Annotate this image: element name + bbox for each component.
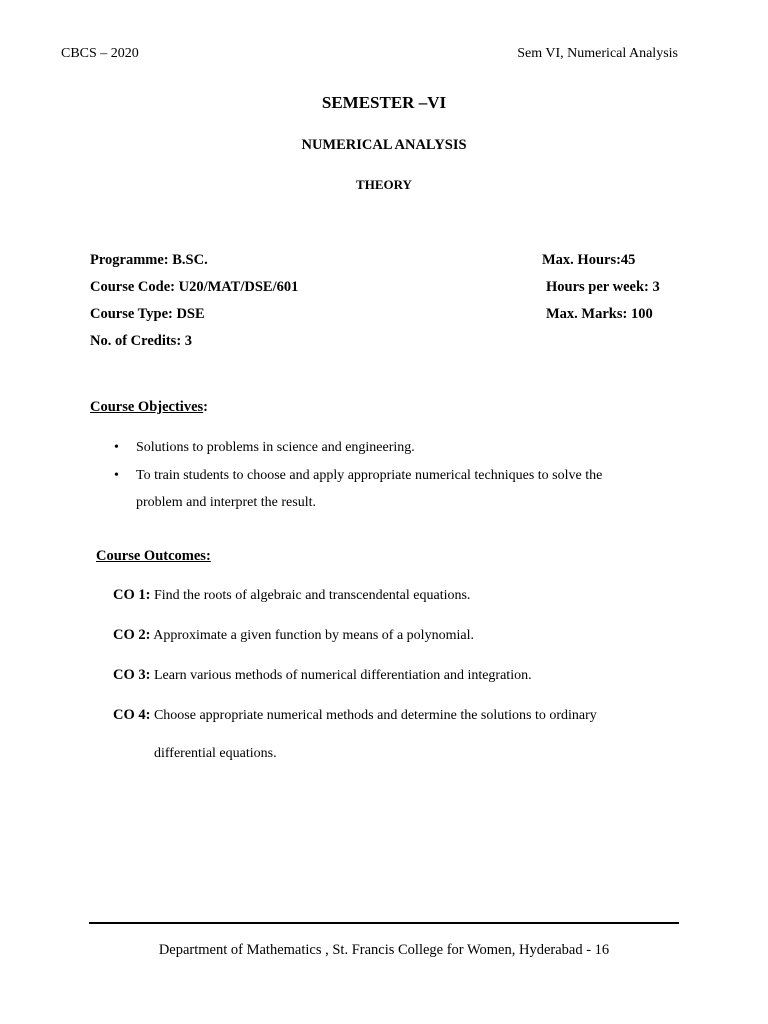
course-type-label: Course Type: DSE <box>90 306 205 322</box>
semester-title: SEMESTER –VI <box>321 93 447 112</box>
objective-item: Solutions to problems in science and engineering. <box>136 440 415 455</box>
objectives-heading-text: Course Objectives <box>90 399 204 415</box>
header-right: Sem VI, Numerical Analysis <box>517 46 678 61</box>
credits-label: No. of Credits: 3 <box>90 333 193 349</box>
co-item-4-continuation: differential equations. <box>154 746 277 761</box>
co-text: Approximate a given function by means of a polynomial. <box>153 628 474 643</box>
objective-item: To train students to choose and apply appropriate numerical techniques to solve the <box>136 468 603 483</box>
footer-text: Department of Mathematics , St. Francis College for Women, Hyderabad - 16 <box>158 942 610 958</box>
co-item-4 <box>113 707 597 724</box>
co-text: Learn various methods of numerical differentiation and integration. <box>153 668 532 683</box>
course-type-title: THEORY <box>356 177 412 192</box>
co-label: CO 1: <box>113 587 151 603</box>
co-label: CO 3: <box>113 667 151 683</box>
co-label: CO 4: <box>113 707 151 723</box>
co-item-1 <box>113 587 470 604</box>
footer-divider <box>89 922 679 924</box>
outcomes-heading: Course Outcomes: <box>96 548 211 564</box>
max-hours-label: Max. Hours:45 <box>542 252 636 268</box>
max-marks-label: Max. Marks: 100 <box>546 306 653 322</box>
co-text: Choose appropriate numerical methods and determine the solutions to ordinary <box>153 708 597 723</box>
subject-title: NUMERICAL ANALYSIS <box>301 137 467 153</box>
co-item-3 <box>113 667 532 684</box>
bullet-icon: • <box>114 468 119 483</box>
hours-per-week-label: Hours per week: 3 <box>546 279 660 295</box>
objective-item-continuation: problem and interpret the result. <box>136 495 316 510</box>
header-left: CBCS – 2020 <box>61 46 139 61</box>
programme-label: Programme: B.SC. <box>90 252 208 268</box>
objectives-heading-colon: : <box>203 399 208 415</box>
objectives-heading <box>90 399 208 416</box>
co-text: Find the roots of algebraic and transcendental equations. <box>153 588 471 603</box>
co-label: CO 2: <box>113 627 151 643</box>
bullet-icon: • <box>114 440 119 455</box>
course-code-label: Course Code: U20/MAT/DSE/601 <box>90 279 299 295</box>
co-item-2 <box>113 627 474 644</box>
